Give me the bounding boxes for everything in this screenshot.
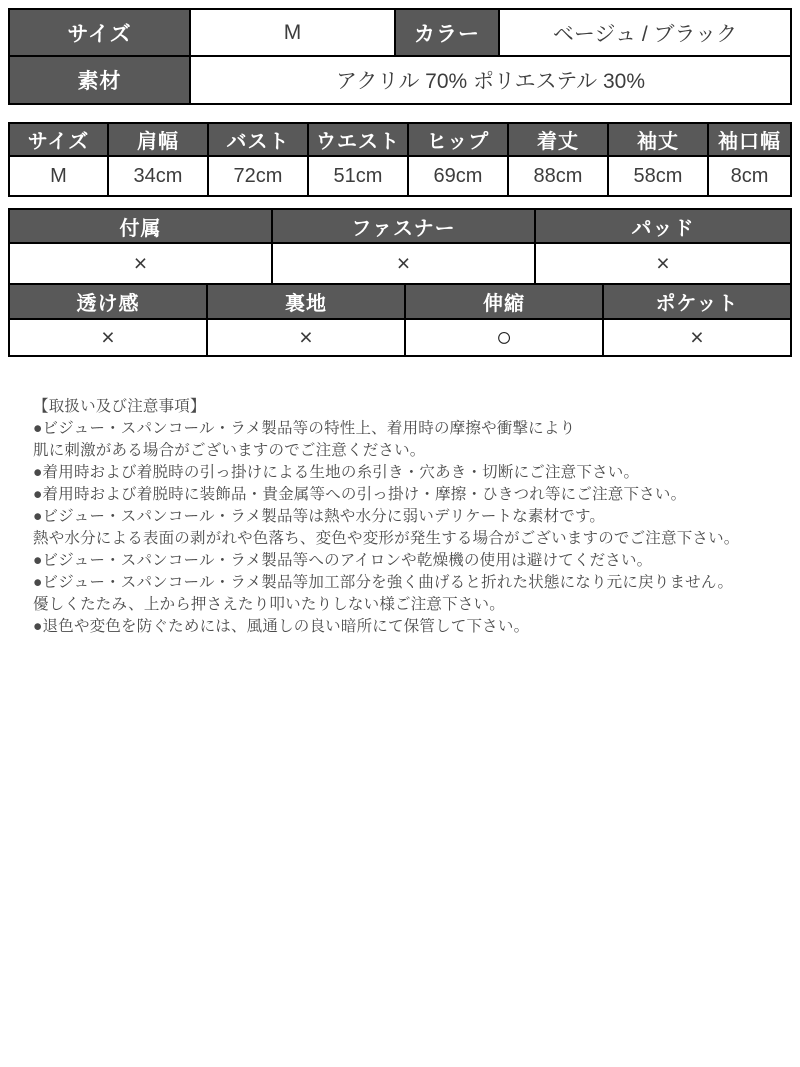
material-label: 素材 <box>9 56 190 104</box>
care-note-line: ●ビジュー・スパンコール・ラメ製品等へのアイロンや乾燥機の使用は避けてください。 <box>33 552 653 569</box>
care-note-line: ●着用時および着脱時の引っ掛けによる生地の糸引き・穴あき・切断にご注意下さい。 <box>33 464 640 481</box>
care-notes-title: 【取扱い及び注意事項】 <box>33 398 206 415</box>
feature-value-pocket: × <box>603 319 791 356</box>
measure-header-length: 着丈 <box>508 123 608 156</box>
care-note-line: 優しくたたみ、上から押さえたり叩いたりしない様ご注意下さい。 <box>33 596 505 613</box>
feature-value-fastener: × <box>272 243 535 284</box>
size-label: サイズ <box>9 9 190 56</box>
measure-header-cuff: 袖口幅 <box>708 123 791 156</box>
measure-value-size: M <box>9 156 108 196</box>
feature-header-pocket: ポケット <box>603 284 791 319</box>
care-note-line: ●ビジュー・スパンコール・ラメ製品等加工部分を強く曲げると折れた状態になり元に戻りません。 <box>33 574 734 591</box>
measure-value-waist: 51cm <box>308 156 408 196</box>
care-note-line: ●着用時および着脱時に装飾品・貴金属等への引っ掛け・摩擦・ひきつれ等にご注意下さい。 <box>33 486 687 503</box>
measure-header-sleeve: 袖丈 <box>608 123 708 156</box>
measure-header-bust: バスト <box>208 123 308 156</box>
feature-value-lining: × <box>207 319 405 356</box>
feature-header-sheer: 透け感 <box>9 284 207 319</box>
feature-value-sheer: × <box>9 319 207 356</box>
feature-header-stretch: 伸縮 <box>405 284 603 319</box>
features-table-2 <box>8 283 792 357</box>
feature-header-accessory: 付属 <box>9 209 272 243</box>
features2-header-row <box>9 284 791 319</box>
features2-value-row <box>9 319 791 356</box>
measurements-table <box>8 122 792 197</box>
measure-value-sleeve: 58cm <box>608 156 708 196</box>
measure-value-length: 88cm <box>508 156 608 196</box>
size-color-material-table <box>8 8 792 105</box>
feature-value-stretch: ○ <box>405 319 603 356</box>
color-label: カラー <box>395 9 499 56</box>
features1-header-row <box>9 209 791 243</box>
measure-header-shoulder: 肩幅 <box>108 123 208 156</box>
size-value: M <box>190 9 395 56</box>
measure-header-hip: ヒップ <box>408 123 508 156</box>
measure-value-bust: 72cm <box>208 156 308 196</box>
measurements-header-row <box>9 123 791 156</box>
feature-value-accessory: × <box>9 243 272 284</box>
feature-header-lining: 裏地 <box>207 284 405 319</box>
measure-value-shoulder: 34cm <box>108 156 208 196</box>
care-note-line: ●ビジュー・スパンコール・ラメ製品等は熱や水分に弱いデリケートな素材です。 <box>33 508 606 525</box>
measure-header-waist: ウエスト <box>308 123 408 156</box>
feature-header-pad: パッド <box>535 209 791 243</box>
care-notes <box>33 396 793 638</box>
measure-header-size: サイズ <box>9 123 108 156</box>
feature-value-pad: × <box>535 243 791 284</box>
features1-value-row <box>9 243 791 284</box>
color-value: ベージュ / ブラック <box>499 9 791 56</box>
care-note-line: 肌に刺激がある場合がございますのでご注意ください。 <box>33 442 426 459</box>
care-note-line: 熱や水分による表面の剥がれや色落ち、変色や変形が発生する場合がございますのでご注意下さい。 <box>33 530 740 547</box>
care-note-line: ●退色や変色を防ぐためには、風通しの良い暗所にて保管して下さい。 <box>33 618 530 635</box>
care-note-line: ●ビジュー・スパンコール・ラメ製品等の特性上、着用時の摩擦や衝撃により <box>33 420 576 437</box>
measure-value-cuff: 8cm <box>708 156 791 196</box>
features-table-1 <box>8 208 792 285</box>
feature-header-fastener: ファスナー <box>272 209 535 243</box>
measurements-value-row <box>9 156 791 196</box>
measure-value-hip: 69cm <box>408 156 508 196</box>
material-value: アクリル 70% ポリエステル 30% <box>190 56 791 104</box>
